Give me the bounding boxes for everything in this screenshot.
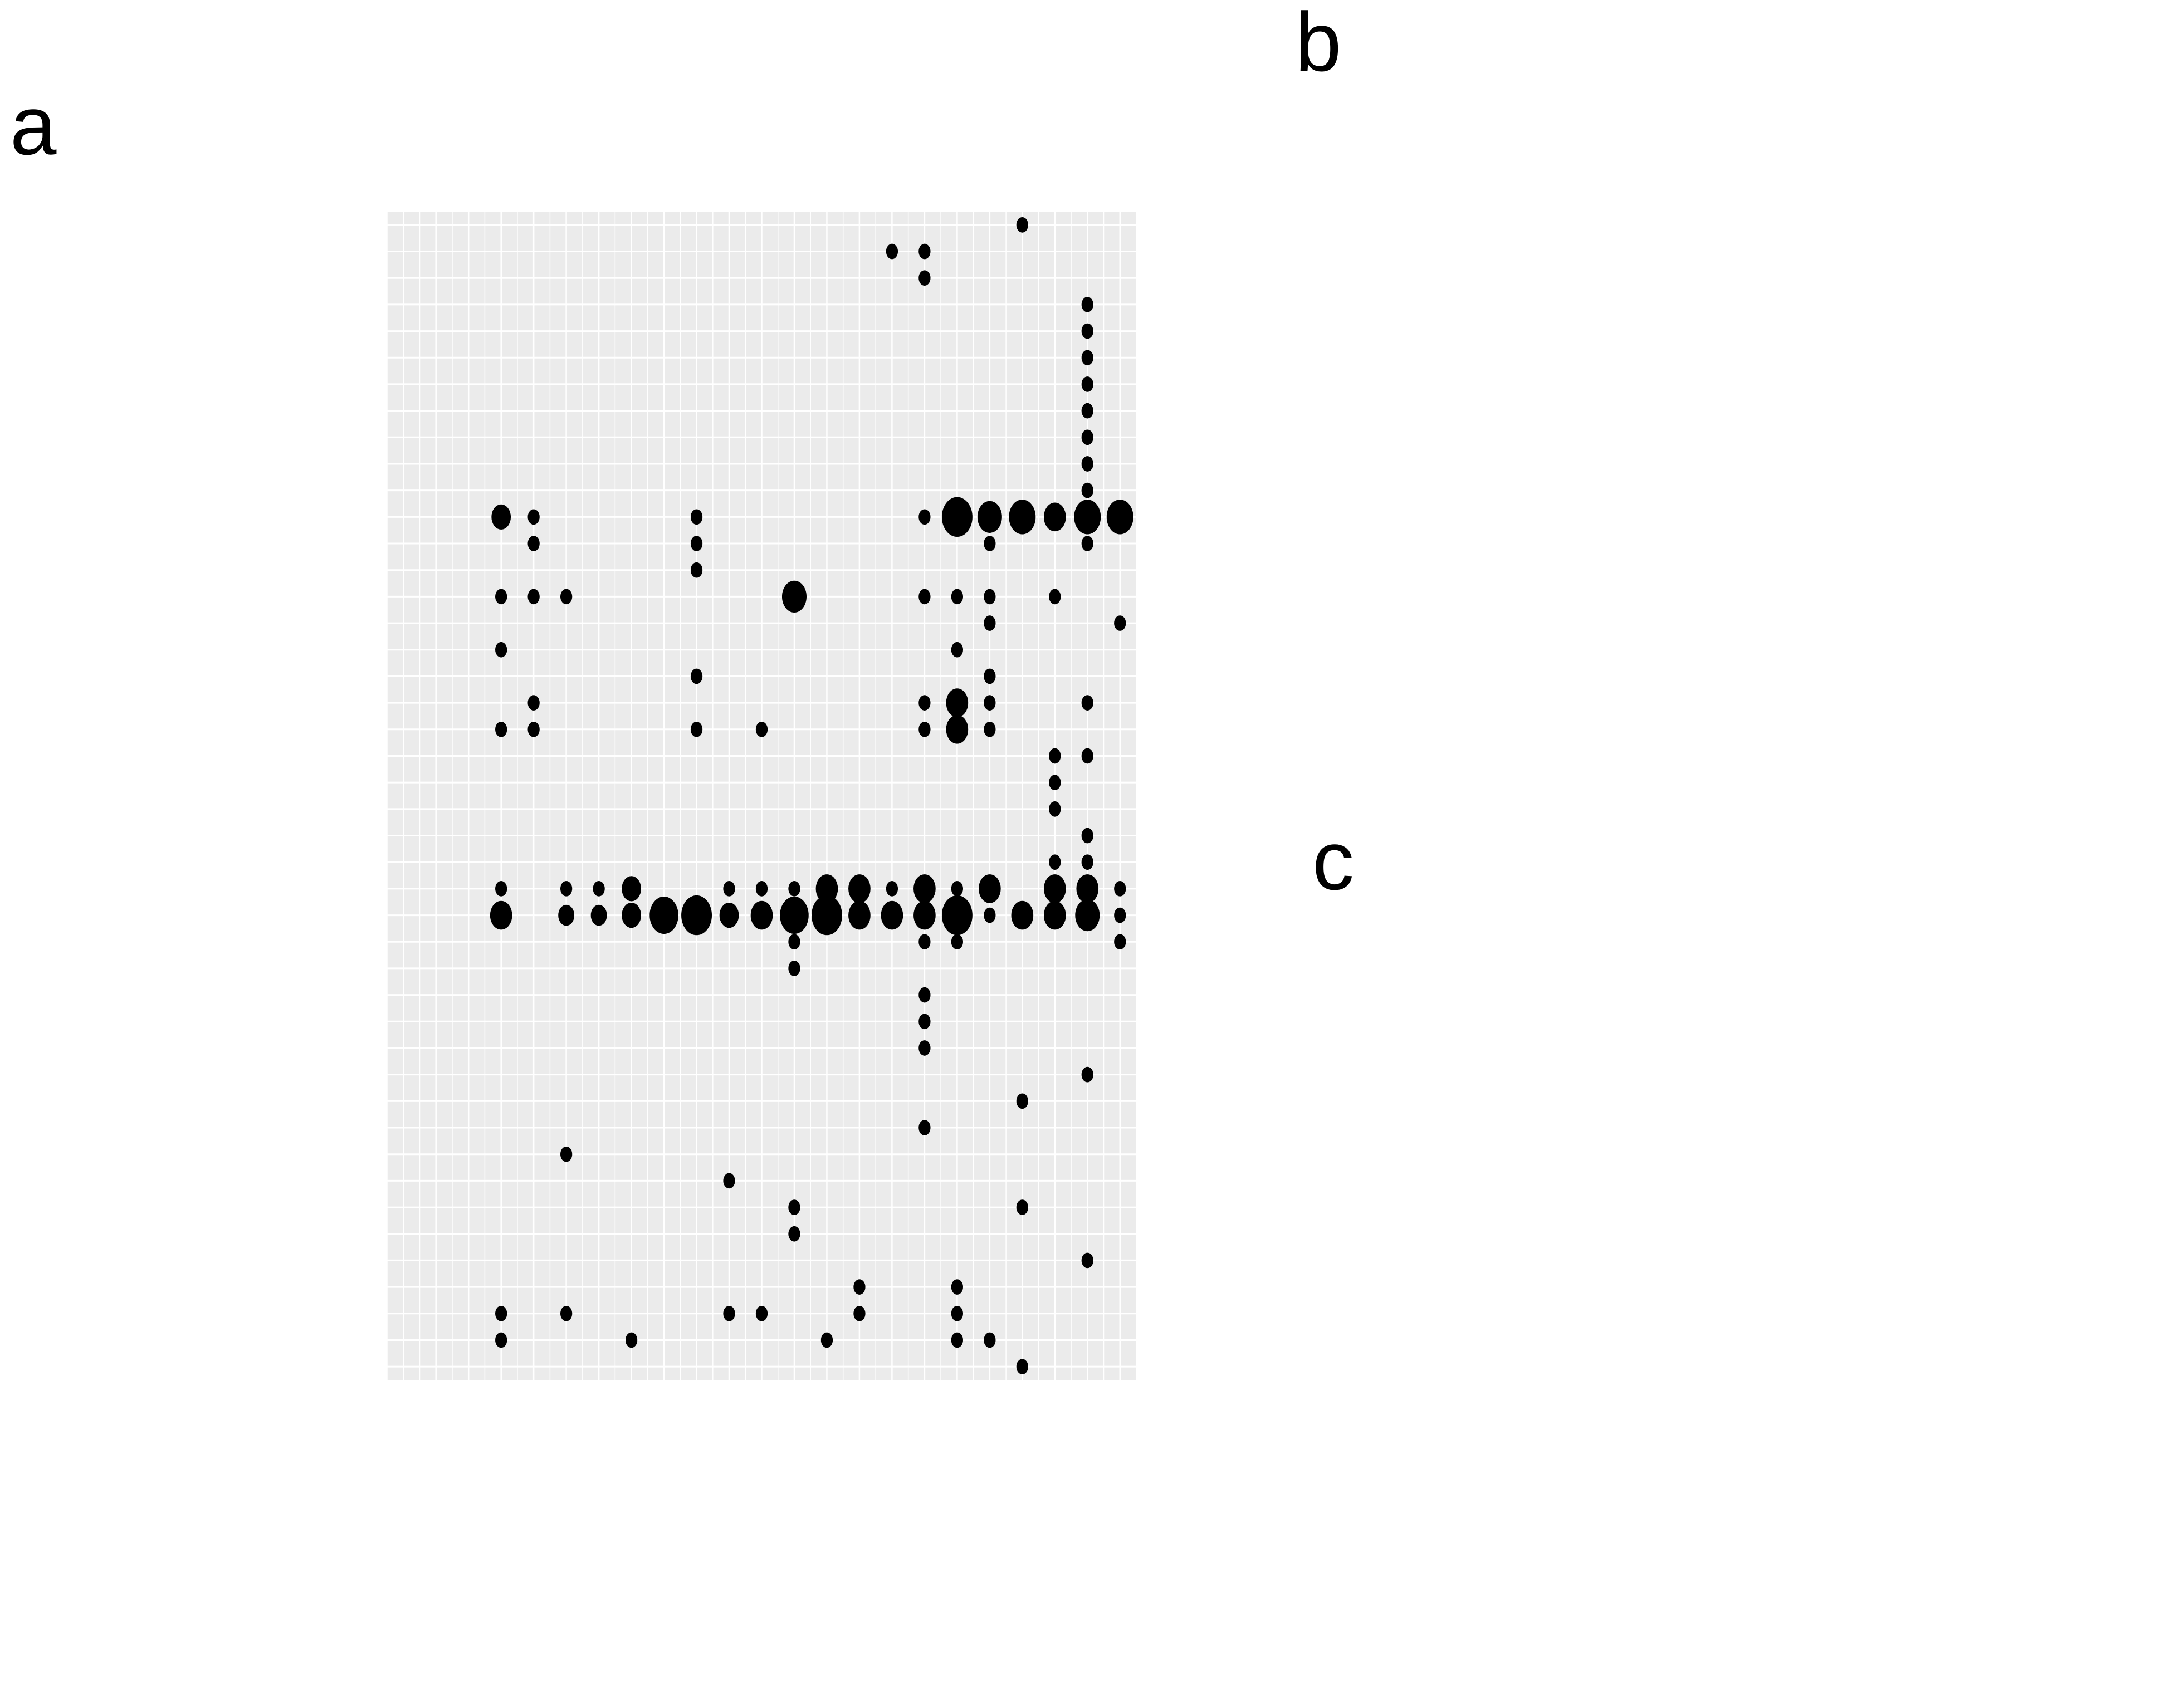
bubble-papers [558, 905, 574, 926]
bubble-papers [788, 934, 800, 949]
bubble-papers [1082, 297, 1093, 312]
bubble-papers [881, 901, 903, 930]
bubble-papers [1082, 483, 1093, 498]
bubble-papers [821, 1333, 833, 1348]
bubble-papers [649, 897, 678, 934]
bubble-papers [495, 589, 507, 605]
bubble-papers [788, 1199, 800, 1215]
bubble-papers [848, 901, 871, 930]
bubble-papers [984, 615, 995, 631]
bubble-papers [1082, 536, 1093, 551]
bubble-papers [848, 874, 871, 903]
bubble-papers [918, 1040, 930, 1056]
bubble-papers [918, 1014, 930, 1029]
bubble-papers [918, 722, 930, 737]
bubble-papers [951, 934, 963, 949]
bubble-papers [918, 987, 930, 1003]
bubble-papers [1017, 1199, 1028, 1215]
bubble-papers [720, 903, 739, 928]
bubble-papers [913, 874, 936, 903]
bubble-papers [984, 589, 995, 605]
bubble-papers [1049, 589, 1061, 605]
bubble-papers [1017, 217, 1028, 233]
bubble-papers [495, 1306, 507, 1321]
bubble-papers [918, 934, 930, 949]
bubble-papers [946, 688, 969, 717]
panel-a-label: a [10, 79, 57, 172]
bubble-papers [951, 589, 963, 605]
bubble-papers [812, 895, 842, 935]
bubble-papers [1011, 901, 1033, 930]
bubble-papers [1082, 695, 1093, 711]
bubble-papers [978, 501, 1002, 533]
bubble-papers [495, 642, 507, 658]
bubble-papers [1114, 881, 1126, 897]
bubble-papers [886, 881, 898, 897]
bubble-papers [942, 497, 973, 537]
bubble-papers [560, 1147, 572, 1162]
bubble-papers [951, 881, 963, 897]
bubble-papers [560, 589, 572, 605]
bubble-papers [560, 1306, 572, 1321]
bubble-papers [495, 722, 507, 737]
bubble-papers [788, 1226, 800, 1242]
bubble-papers [1082, 429, 1093, 445]
bubble-papers [951, 1279, 963, 1295]
bubble-papers [1076, 874, 1098, 903]
bubble-papers [1082, 350, 1093, 365]
bubble-papers [1049, 775, 1061, 790]
bubble-papers [1049, 854, 1061, 870]
bubble-papers [1082, 748, 1093, 764]
bubble-papers [942, 895, 973, 935]
bubble-papers [591, 905, 607, 926]
bubble-papers [691, 536, 702, 551]
bubble-papers [527, 509, 539, 525]
bubble-papers [1082, 403, 1093, 419]
bubble-papers [527, 722, 539, 737]
bubble-papers [1017, 1359, 1028, 1374]
bubble-papers [1082, 828, 1093, 844]
bubble-papers [691, 722, 702, 737]
bubble-papers [951, 642, 963, 658]
bubble-papers [723, 881, 735, 897]
bubble-papers [751, 901, 773, 930]
bubble-papers [593, 881, 604, 897]
bubble-papers [691, 562, 702, 578]
bubble-papers [951, 1306, 963, 1321]
bubble-papers [691, 669, 702, 684]
bubble-papers [1082, 376, 1093, 392]
bubble-papers [723, 1306, 735, 1321]
bubble-papers [918, 270, 930, 286]
bubble-papers [1009, 500, 1035, 534]
bubble-papers [788, 881, 800, 897]
panel-b-label: b [1295, 0, 1342, 89]
bubble-papers [918, 695, 930, 711]
bubble-papers [946, 715, 969, 744]
bubble-papers [1044, 901, 1066, 930]
bubble-papers [1017, 1093, 1028, 1109]
bubble-papers [918, 244, 930, 260]
bubble-papers [984, 695, 995, 711]
bubble-papers [984, 536, 995, 551]
bubble-papers [1075, 899, 1100, 931]
bubble-papers [756, 881, 768, 897]
bubble-papers [1114, 615, 1126, 631]
bubble-papers [918, 589, 930, 605]
bubble-papers [1049, 801, 1061, 817]
bubble-papers [1082, 1067, 1093, 1083]
bubble-papers [984, 722, 995, 737]
bubble-papers [681, 895, 712, 935]
bubble-papers [984, 669, 995, 684]
bubble-papers [1044, 503, 1066, 532]
bubble-papers [1082, 854, 1093, 870]
bubble-papers [788, 961, 800, 976]
bubble-papers [723, 1173, 735, 1189]
bubble-papers [886, 244, 898, 260]
bubble-papers [951, 1333, 963, 1348]
bubble-papers [1082, 456, 1093, 472]
bubble-papers [622, 903, 641, 928]
bubble-papers [853, 1279, 865, 1295]
bubble-papers [1044, 874, 1066, 903]
bubble-papers [918, 509, 930, 525]
bubble-papers [756, 1306, 768, 1321]
bubble-papers [527, 536, 539, 551]
bubble-papers [1114, 934, 1126, 949]
bubble-papers [560, 881, 572, 897]
bubble-papers [918, 1120, 930, 1135]
bubble-papers [490, 901, 512, 930]
bubble-papers [782, 581, 807, 613]
bubble-papers [913, 901, 936, 930]
bubble-papers [622, 876, 641, 901]
bubble-papers [1114, 908, 1126, 923]
bubble-papers [756, 722, 768, 737]
panel-c-label: c [1312, 814, 1354, 907]
bubble-papers [691, 509, 702, 525]
bubble-papers [626, 1333, 637, 1348]
bubble-papers [1049, 748, 1061, 764]
bubble-papers [495, 881, 507, 897]
bubble-papers [527, 695, 539, 711]
bubble-papers [984, 1333, 995, 1348]
bubble-papers [853, 1306, 865, 1321]
bubble-papers [1082, 1253, 1093, 1269]
bubble-papers [1107, 500, 1133, 534]
bubble-papers [984, 908, 995, 923]
panel-a [387, 212, 1136, 1380]
bubble-papers [1074, 500, 1101, 534]
bubble-papers [491, 505, 511, 530]
bubble-papers [1082, 324, 1093, 339]
bubble-papers [527, 589, 539, 605]
bubble-papers [979, 874, 1001, 903]
bubble-papers [495, 1333, 507, 1348]
bubble-papers [780, 897, 809, 934]
